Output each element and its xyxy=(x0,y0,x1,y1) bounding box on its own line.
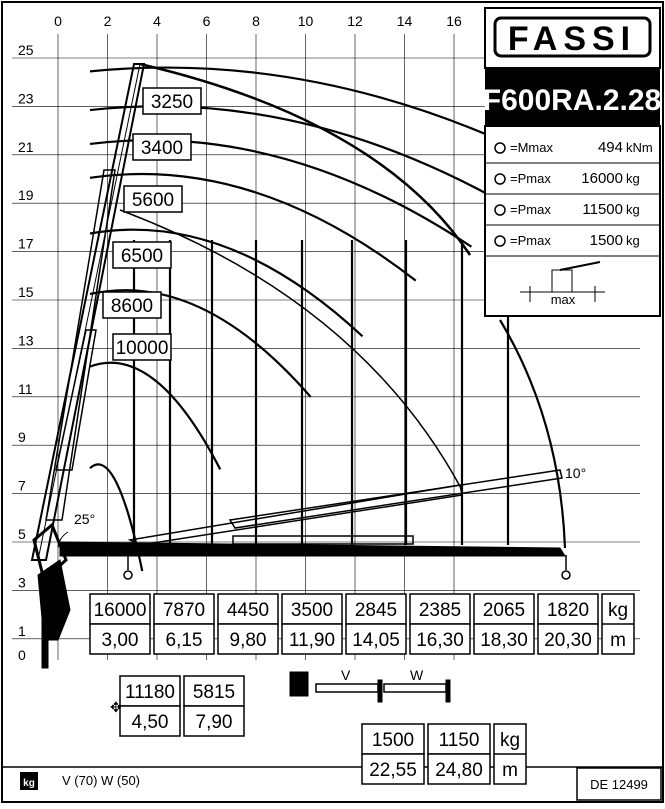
y-tick-label: 15 xyxy=(18,284,34,300)
jib-label-w: W xyxy=(410,667,424,683)
boom-load-value: 3250 xyxy=(150,92,194,113)
y-tick-label: 7 xyxy=(18,477,26,494)
load-kg-value: 2385 xyxy=(418,600,462,621)
y-tick-label: 13 xyxy=(18,332,34,349)
radius-m-value: 22,55 xyxy=(369,760,417,781)
spec-unit: kg xyxy=(626,233,640,248)
y-tick-label: 3 xyxy=(18,574,26,591)
kg-weight-icon-text: kg xyxy=(23,778,35,789)
radius-m-value: 24,80 xyxy=(435,760,483,781)
spec-unit: kg xyxy=(626,171,640,186)
torque-marker-icon: ✥ xyxy=(110,699,122,715)
load-kg-value: 1820 xyxy=(546,600,590,621)
model-title: F600RA.2.28 xyxy=(482,84,662,117)
radius-m-value: 11,90 xyxy=(288,630,336,651)
hook-icon xyxy=(562,571,570,579)
boom-load-value: 8600 xyxy=(110,296,154,317)
x-tick-label: 0 xyxy=(54,13,62,29)
load-kg-value: 4450 xyxy=(226,600,270,621)
brand-panel xyxy=(483,8,661,316)
radius-m-value: 20,30 xyxy=(544,630,592,651)
unit-m-label: m xyxy=(502,760,518,781)
load-kg-value: 11180 xyxy=(124,682,176,703)
load-kg-value: 1150 xyxy=(438,730,480,751)
y-tick-label: 9 xyxy=(18,429,26,446)
y-tick-label: 1 xyxy=(18,622,26,639)
load-kg-value: 2065 xyxy=(482,600,526,621)
jib-load-table xyxy=(362,724,526,784)
unit-kg-label: kg xyxy=(607,600,629,621)
angle-left-label: 25° xyxy=(74,511,96,527)
hooks xyxy=(124,555,570,579)
x-tick-label: 10 xyxy=(297,13,314,29)
radius-m-value: 7,90 xyxy=(195,712,233,733)
radius-m-value: 14,05 xyxy=(352,630,400,651)
footer-text: V (70) W (50) xyxy=(62,773,141,788)
x-tick-label: 4 xyxy=(153,13,161,29)
document-code: DE 12499 xyxy=(590,777,648,792)
y-tick-label: 17 xyxy=(18,235,34,252)
y-tick-label: 0 xyxy=(18,647,26,663)
load-arc xyxy=(90,363,220,470)
spec-label: =Pmax xyxy=(510,171,551,186)
brand-logo: FASSI xyxy=(507,20,637,58)
x-axis-ticks xyxy=(54,13,462,29)
unit-kg-label: kg xyxy=(499,730,521,751)
load-kg-value: 5815 xyxy=(192,682,236,703)
main-load-table xyxy=(90,594,634,654)
jib-label-v: V xyxy=(341,667,351,683)
spec-value: 1500 xyxy=(589,232,623,249)
outrigger-label: max xyxy=(550,292,576,307)
jib-diagram xyxy=(290,672,450,702)
load-kg-value: 1500 xyxy=(371,730,415,751)
hook-icon xyxy=(124,571,132,579)
boom-load-value: 6500 xyxy=(120,246,164,267)
spec-label: =Pmax xyxy=(510,202,551,217)
x-tick-label: 16 xyxy=(446,13,462,29)
y-tick-label: 11 xyxy=(18,380,33,397)
y-axis-ticks xyxy=(18,42,34,663)
spec-value: 494 xyxy=(597,139,623,156)
y-tick-label: 25 xyxy=(18,42,34,58)
boom-load-labels xyxy=(103,88,201,360)
spec-unit: kNm xyxy=(626,140,653,155)
low-boom xyxy=(60,470,565,556)
y-tick-label: 5 xyxy=(18,526,26,542)
x-tick-label: 14 xyxy=(396,13,413,29)
extra-load-table xyxy=(110,676,244,736)
radius-m-value: 3,00 xyxy=(101,630,139,651)
load-kg-value: 3500 xyxy=(290,600,334,621)
x-tick-label: 6 xyxy=(202,13,211,29)
spec-label: =Pmax xyxy=(510,233,551,248)
unit-m-label: m xyxy=(610,630,626,651)
y-tick-label: 21 xyxy=(18,138,34,155)
radius-m-value: 6,15 xyxy=(165,630,203,651)
radius-m-value: 9,80 xyxy=(229,630,267,651)
load-kg-value: 2845 xyxy=(354,600,398,621)
radius-m-value: 18,30 xyxy=(480,630,528,651)
load-kg-value: 16000 xyxy=(93,600,147,621)
radius-m-value: 16,30 xyxy=(416,630,464,651)
spec-value: 16000 xyxy=(581,170,623,187)
y-tick-label: 19 xyxy=(18,187,34,204)
x-tick-label: 2 xyxy=(103,13,112,29)
radius-m-value: 4,50 xyxy=(131,712,169,733)
spec-value: 11500 xyxy=(582,201,623,218)
boom-load-value: 3400 xyxy=(140,138,184,159)
angle-right-label: 10° xyxy=(565,465,587,481)
x-tick-label: 12 xyxy=(347,13,363,29)
load-kg-value: 7870 xyxy=(162,600,206,621)
spec-label: =Mmax xyxy=(510,140,553,155)
boom-load-value: 5600 xyxy=(131,190,175,211)
boom-load-value: 10000 xyxy=(115,338,169,359)
y-tick-label: 23 xyxy=(18,90,34,107)
x-tick-label: 8 xyxy=(252,13,260,29)
spec-unit: kg xyxy=(626,202,640,217)
